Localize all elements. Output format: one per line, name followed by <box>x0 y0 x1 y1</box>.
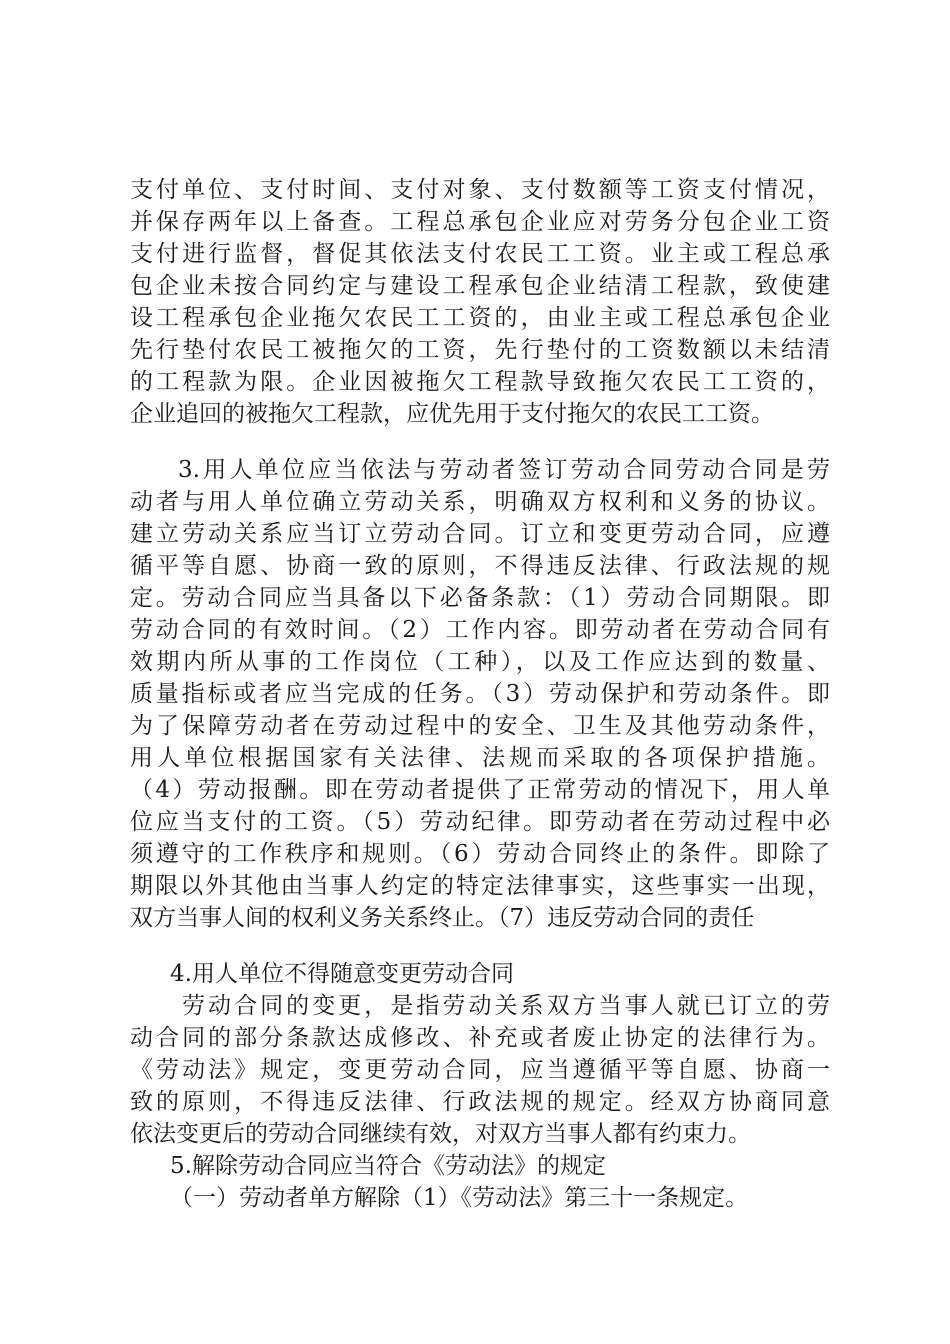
paragraph2-line-5: 定。劳动合同应当具备以下必备条款：（1）劳动合同期限。即 <box>130 585 830 611</box>
paragraph1-line-1: 支付单位、支付时间、支付对象、支付数额等工资支付情况， <box>130 177 830 203</box>
paragraph2-line-13: 须遵守的工作秩序和规则。（6）劳动合同终止的条件。即除了 <box>130 841 830 867</box>
paragraph2-line-12: 位应当支付的工资。（5）劳动纪律。即劳动者在劳动过程中必 <box>130 809 830 835</box>
section4-line-5: 依法变更后的劳动合同继续有效，对双方当事人都有约束力。 <box>130 1121 751 1147</box>
section5-line-1: （一）劳动者单方解除（1）《劳动法》第三十一条规定。 <box>170 1185 749 1211</box>
paragraph1-line-6: 先行垫付农民工被拖欠的工资，先行垫付的工资数额以未结清 <box>130 337 830 363</box>
paragraph1-line-8: 企业追回的被拖欠工程款，应优先用于支付拖欠的农民工工资。 <box>130 401 774 427</box>
paragraph2-line-1: 3.用人单位应当依法与劳动者签订劳动合同劳动合同是劳 <box>178 457 830 483</box>
paragraph1-line-2: 并保存两年以上备查。工程总承包企业应对劳务分包企业工资 <box>130 209 830 235</box>
paragraph2-line-7: 效期内所从事的工作岗位（工种），以及工作应达到的数量、 <box>130 649 830 675</box>
section4-heading: 4.用人单位不得随意变更劳动合同 <box>170 961 514 987</box>
paragraph2-line-14: 期限以外其他由当事人约定的特定法律事实，这些事实一出现， <box>130 873 830 899</box>
paragraph1-line-4: 包企业未按合同约定与建设工程承包企业结清工程款，致使建 <box>130 273 830 299</box>
section4-line-4: 致的原则，不得违反法律、行政法规的规定。经双方协商同意 <box>130 1089 830 1115</box>
section4-line-3: 《劳动法》规定，变更劳动合同，应当遵循平等自愿、协商一 <box>130 1057 830 1083</box>
paragraph1-line-7: 的工程款为限。企业因被拖欠工程款导致拖欠农民工工资的， <box>130 369 830 395</box>
paragraph2-line-8: 质量指标或者应当完成的任务。（3）劳动保护和劳动条件。即 <box>130 681 830 707</box>
paragraph2-line-6: 劳动合同的有效时间。（2）工作内容。即劳动者在劳动合同有 <box>130 617 830 643</box>
section4-line-1: 劳动合同的变更，是指劳动关系双方当事人就已订立的劳 <box>182 993 830 1019</box>
paragraph2-line-4: 循平等自愿、协商一致的原则，不得违反法律、行政法规的规 <box>130 553 830 579</box>
paragraph2-line-9: 为了保障劳动者在劳动过程中的安全、卫生及其他劳动条件， <box>130 713 830 739</box>
paragraph2-line-11: （4）劳动报酬。即在劳动者提供了正常劳动的情况下，用人单 <box>130 777 830 803</box>
paragraph2-line-10: 用人单位根据国家有关法律、法规而采取的各项保护措施。 <box>130 745 830 771</box>
paragraph1-line-5: 设工程承包企业拖欠农民工工资的，由业主或工程总承包企业 <box>130 305 830 331</box>
paragraph2-line-15: 双方当事人间的权利义务关系终止。（7）违反劳动合同的责任 <box>130 905 755 931</box>
section5-heading: 5.解除劳动合同应当符合《劳动法》的规定 <box>170 1153 606 1179</box>
section4-line-2: 动合同的部分条款达成修改、补充或者废止协定的法律行为。 <box>130 1025 830 1051</box>
paragraph2-line-3: 建立劳动关系应当订立劳动合同。订立和变更劳动合同，应遵 <box>130 521 830 547</box>
paragraph2-line-2: 动者与用人单位确立劳动关系，明确双方权利和义务的协议。 <box>130 489 830 515</box>
paragraph1-line-3: 支付进行监督，督促其依法支付农民工工资。业主或工程总承 <box>130 241 830 267</box>
